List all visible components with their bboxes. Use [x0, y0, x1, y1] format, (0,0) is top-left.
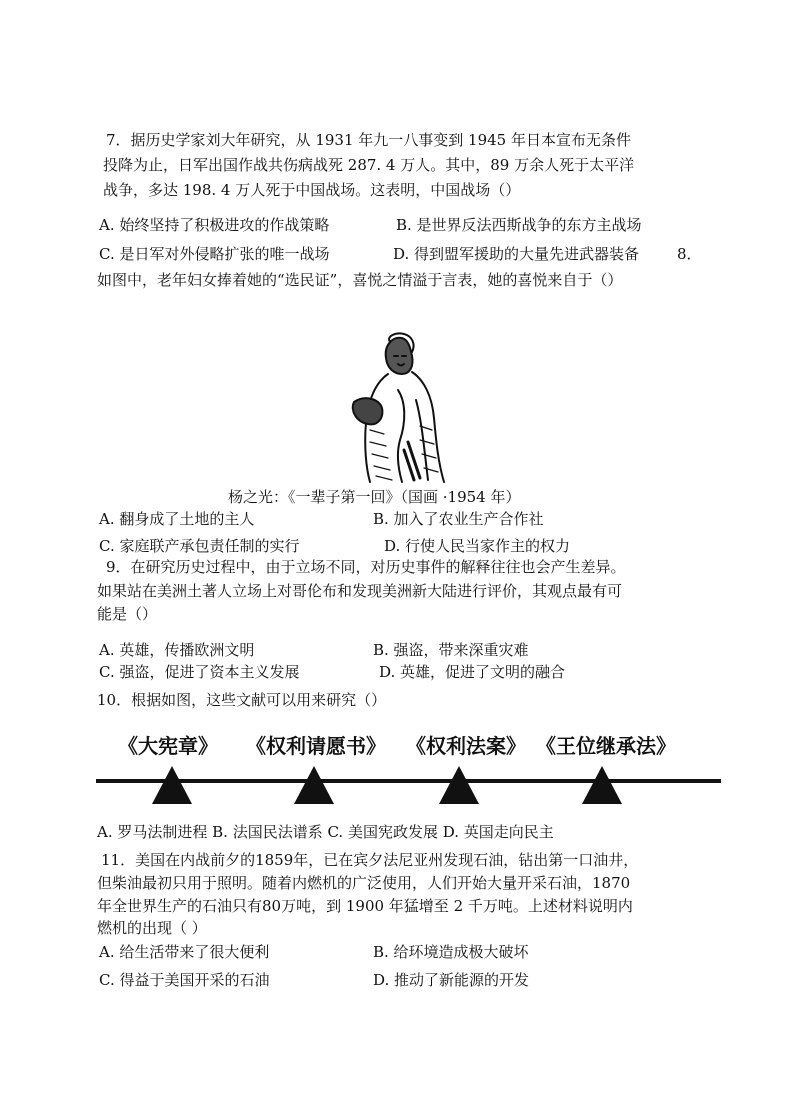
- q11-line-1: 11．美国在内战前夕的1859年，已在宾夕法尼亚州发现石油，钻出第一口油井，: [101, 851, 639, 869]
- timeline-marker-2: [294, 766, 334, 804]
- q9-line-1: 9．在研究历史过程中，由于立场不同，对历史事件的解释往往也会产生差异。: [106, 558, 626, 576]
- q11-option-b: B. 给环境造成极大破坏: [373, 943, 529, 961]
- q10-line-1: 10．根据如图，这些文献可以用来研究（）: [97, 691, 387, 709]
- q8-line-1: 如图中，老年妇女捧着她的“选民证”，喜悦之情溢于言表，她的喜悦来自于（）: [97, 271, 623, 289]
- q11-line-3: 年全世界生产的石油只有80万吨，到 1900 年猛增至 2 千万吨。上述材料说明内: [97, 897, 633, 915]
- q9-line-3: 能是（）: [97, 605, 158, 623]
- q11-option-c: C. 得益于美国开采的石油: [99, 971, 270, 989]
- q8-option-d: D. 行使人民当家作主的权力: [384, 537, 571, 555]
- documents-timeline: [96, 730, 721, 812]
- q8-number: 8．: [677, 245, 702, 263]
- woman-holding-voter-card-illustration: [340, 330, 460, 485]
- timeline-label-act-of-settlement: 《王位继承法》: [536, 734, 676, 758]
- q7-line-2: 投降为止，日军出国作战共伤病战死 287. 4 万人。其中，89 万余人死于太平洋: [103, 156, 635, 174]
- q11-option-d: D. 推动了新能源的开发: [373, 971, 530, 989]
- q7-line-3: 战争，多达 198. 4 万人死于中国战场。这表明，中国战场（）: [103, 181, 521, 199]
- timeline-graphic: [96, 730, 721, 812]
- timeline-marker-1: [152, 766, 192, 804]
- q7-option-a: A. 始终坚持了积极进攻的作战策略: [99, 216, 330, 234]
- q7-option-b: B. 是世界反法西斯战争的东方主战场: [396, 216, 642, 234]
- q11-option-a: A. 给生活带来了很大便利: [99, 943, 270, 961]
- timeline-label-petition-of-right: 《权利请愿书》: [246, 734, 386, 758]
- q9-line-2: 如果站在美洲土著人立场上对哥伦布和发现美洲新大陆进行评价，其观点最有可: [97, 582, 623, 600]
- q9-option-c: C. 强盗，促进了资本主义发展: [99, 663, 300, 681]
- q8-option-c: C. 家庭联产承包责任制的实行: [99, 537, 300, 555]
- timeline-marker-4: [582, 766, 622, 804]
- q7-option-d: D. 得到盟军援助的大量先进武器装备: [393, 245, 640, 263]
- q8-option-b: B. 加入了农业生产合作社: [373, 510, 544, 528]
- q9-option-a: A. 英雄，传播欧洲文明: [99, 641, 255, 659]
- timeline-marker-3: [439, 766, 479, 804]
- q11-line-2: 但柴油最初只用于照明。随着内燃机的广泛使用，人们开始大量开采石油，1870: [97, 874, 631, 892]
- q8-option-a: A. 翻身成了土地的主人: [99, 510, 255, 528]
- q9-option-d: D. 英雄，促进了文明的融合: [379, 663, 566, 681]
- q9-option-b: B. 强盗，带来深重灾难: [373, 641, 529, 659]
- timeline-label-magna-carta: 《大宪章》: [118, 734, 218, 758]
- q10-options: A. 罗马法制进程 B. 法国民法谱系 C. 美国宪政发展 D. 英国走向民主: [97, 823, 554, 841]
- figure-caption: 杨之光：《一辈子第一回》（国画 ·1954 年）: [228, 488, 521, 506]
- q11-line-4: 燃机的出现（ ）: [97, 919, 207, 937]
- q7-option-c: C. 是日军对外侵略扩张的唯一战场: [99, 245, 330, 263]
- timeline-label-bill-of-rights: 《权利法案》: [406, 734, 526, 758]
- q7-line-1: 7．据历史学家刘大年研究，从 1931 年九一八事变到 1945 年日本宣布无条件: [106, 131, 631, 149]
